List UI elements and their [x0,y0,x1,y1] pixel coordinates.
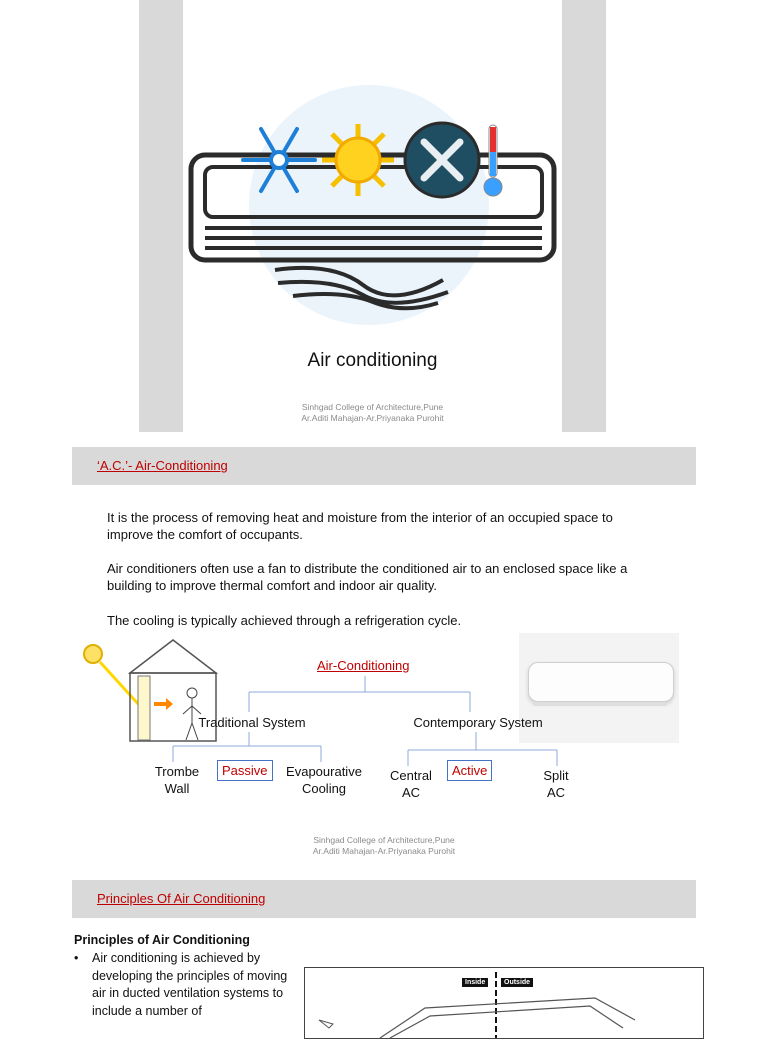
inside-label: Inside [462,978,488,987]
paragraph-definition: It is the process of removing heat and moisture from the interior of an occupied space to improve the comfort of occupants. [107,510,613,542]
trombe-line-2: Wall [164,781,190,796]
split-line-2: AC [546,785,566,800]
tree-node-central-ac [385,767,437,801]
tree-node-trombe-wall [148,763,206,797]
central-line-2: AC [401,785,421,800]
slide2-credit-line-1: Sinhgad College of Architecture,Pune [313,835,455,845]
paragraph-cycle: The cooling is typically achieved through a refrigeration cycle. [107,613,462,628]
bullet-dot: • [74,951,79,965]
tree-node-split-ac [536,767,576,801]
principles-heading: Principles of Air Conditioning [74,933,250,947]
section-header-principles [72,880,696,918]
cover-title: Air conditioning [307,350,438,371]
bullet-text: Air conditioning is achieved by developing the principles of moving air in ducted ventilation systems to include a number of [92,951,288,1018]
slide2-credit-line-2: Ar.Aditi Mahajan-Ar.Priyanaka Purohit [312,846,456,856]
duct-sketch [305,968,703,1038]
paragraph-fan: Air conditioners often use a fan to distribute the conditioned air to an enclosed space like a building to improve thermal comfort and indoor air quality. [107,561,628,593]
central-line-1: Central [390,768,432,783]
evap-line-2: Cooling [301,781,347,796]
active-label: Active [447,760,492,781]
credit-line-1: Sinhgad College of Architecture,Pune [301,402,444,412]
credit-line-2: Ar.Aditi Mahajan-Ar.Priyanaka Purohit [301,413,444,423]
tree-node-evaporative-cooling [280,763,368,797]
outside-label: Outside [501,978,533,987]
ventilation-diagram [304,967,704,1039]
trombe-line-1: Trombe [154,764,200,779]
principles-bullet [74,950,294,1020]
evap-line-1: Evapourative [286,764,362,779]
split-line-1: Split [543,768,569,783]
tree-node-contemporary: Contemporary System [413,715,543,730]
slide2-credit [200,835,568,857]
section-header-title: Principles Of Air Conditioning [97,891,266,906]
passive-label: Passive [217,760,273,781]
section-header-title: ‘A.C.’- Air-Conditioning [97,458,228,473]
tree-root-air-conditioning: Air-Conditioning [317,658,410,673]
tree-node-traditional: Traditional System [198,715,306,730]
